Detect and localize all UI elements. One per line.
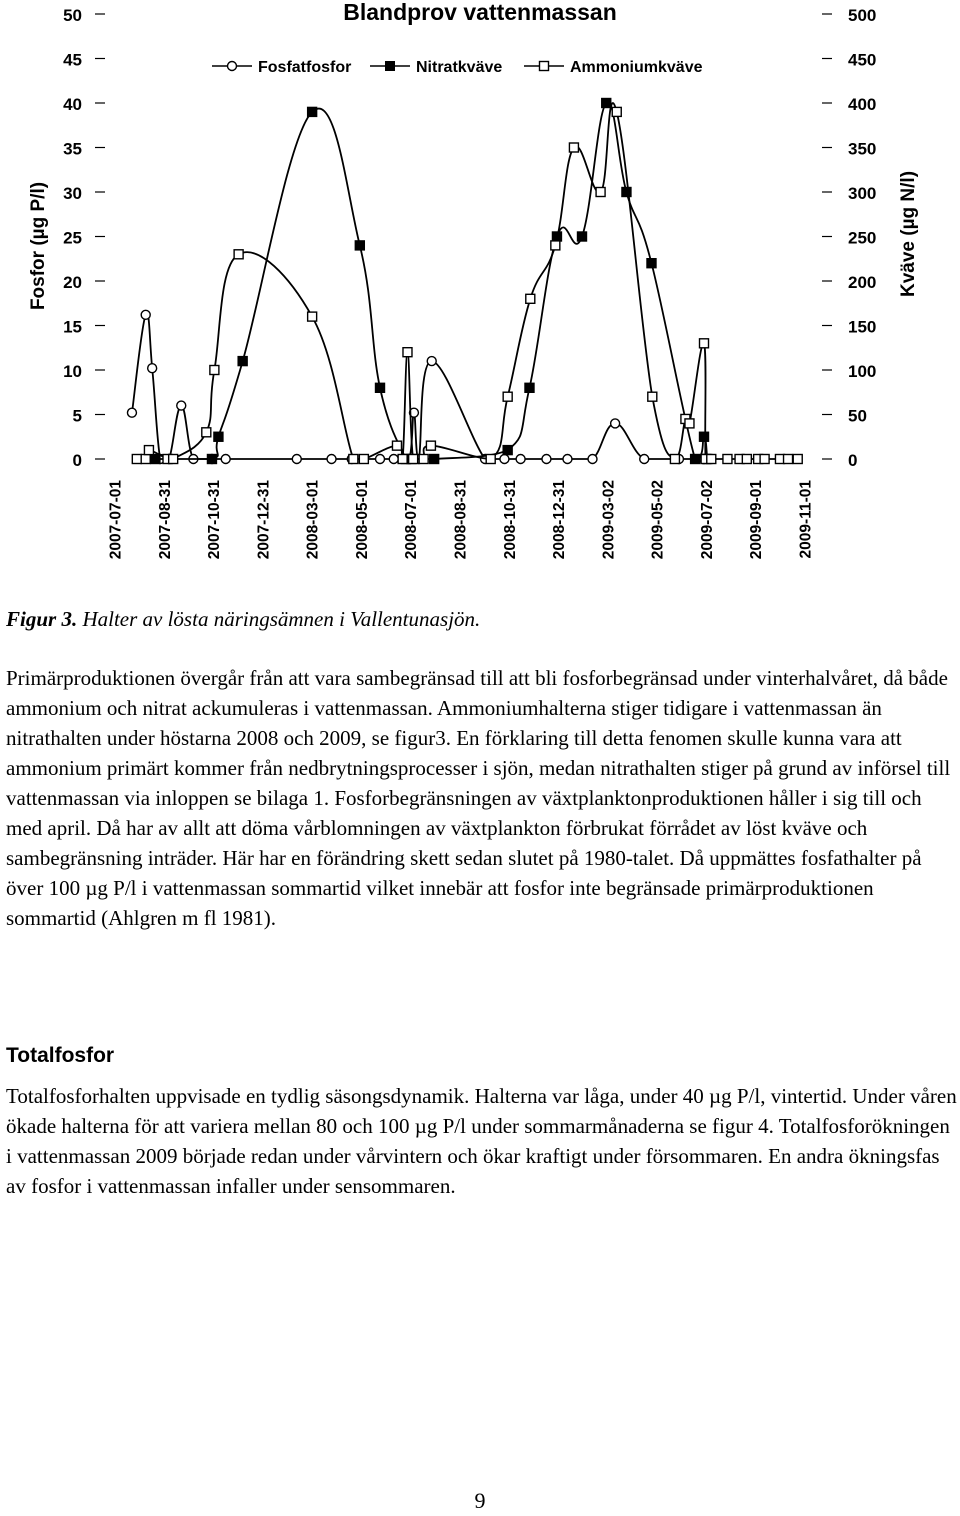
- data-point-ammoniumkvave: [723, 455, 732, 464]
- x-tick-label: 2009-07-02: [698, 480, 716, 560]
- y-tick-label-left: 45: [63, 50, 82, 70]
- y-tick-label-left: 5: [72, 406, 82, 426]
- data-point-ammoniumkvave: [349, 455, 358, 464]
- x-tick-label: 2007-08-31: [156, 480, 174, 560]
- y-tick-label-right: 100: [848, 362, 877, 381]
- y-tick-label-left: 25: [63, 228, 82, 248]
- paragraph-totalfosfor: Totalfosforhalten uppvisade en tydlig säsongsdynamik. Halterna var låga, under 40 µg P/l, vintertid. Under våren ökade halterna för att variera mellan 80 och 100 µg P/l under sommarmånaderna se figur 4. Totalfosforökningen i vattenmassan 2009 började redan under vårvintern och ökar kraftigt under försommaren. En andra ökningsfas av fosfor i vattenmassan infaller under sensommaren.: [6, 1084, 957, 1198]
- x-tick-label: 2009-09-01: [748, 480, 766, 560]
- data-point-ammoniumkvave: [551, 241, 560, 250]
- x-tick-label: 2008-08-31: [452, 480, 470, 560]
- plot-area: [127, 99, 802, 464]
- y-tick-label-left: 0: [72, 451, 82, 470]
- data-point-fosfatfosfor: [148, 364, 157, 373]
- y-tick-label-right: 500: [848, 6, 877, 25]
- x-tick-label: 2008-03-01: [304, 480, 322, 560]
- x-tick-label: 2007-12-31: [255, 480, 273, 560]
- y-tick-label-right: 50: [848, 406, 867, 426]
- x-tick-label: 2008-07-01: [403, 480, 421, 560]
- data-point-ammoniumkvave: [793, 455, 802, 464]
- legend: [212, 59, 703, 76]
- figure-caption-label: Figur 3.: [6, 607, 78, 631]
- legend-marker-ammoniumkvave: [540, 62, 549, 71]
- data-point-ammoniumkvave: [569, 143, 578, 152]
- left-axis: [63, 6, 105, 470]
- data-point-fosfatfosfor: [127, 408, 136, 417]
- legend-label-ammoniumkvave: Ammoniumkväve: [570, 59, 703, 76]
- y-tick-label-right: 200: [848, 273, 877, 292]
- y-tick-label-right: 300: [848, 184, 877, 203]
- y-tick-label-left: 35: [63, 139, 82, 159]
- data-point-ammoniumkvave: [144, 446, 153, 455]
- data-point-fosfatfosfor: [611, 419, 620, 428]
- data-point-fosfatfosfor: [221, 455, 230, 464]
- data-point-nitratkvave: [214, 432, 223, 441]
- x-tick-label: 2008-10-31: [501, 480, 519, 560]
- series-line-ammoniumkvave: [137, 103, 798, 459]
- y-tick-label-right: 250: [848, 228, 877, 248]
- data-point-nitratkvave: [430, 455, 439, 464]
- data-point-fosfatfosfor: [542, 455, 551, 464]
- data-point-nitratkvave: [700, 432, 709, 441]
- data-point-fosfatfosfor: [327, 455, 336, 464]
- y-tick-label-left: 10: [63, 362, 82, 381]
- data-point-nitratkvave: [525, 383, 534, 392]
- data-point-fosfatfosfor: [427, 357, 436, 366]
- data-point-nitratkvave: [238, 357, 247, 366]
- x-tick-label: 2008-12-31: [551, 480, 569, 560]
- data-point-nitratkvave: [207, 455, 216, 464]
- y-tick-label-left: 50: [63, 6, 82, 25]
- data-point-ammoniumkvave: [426, 441, 435, 450]
- data-point-fosfatfosfor: [141, 310, 150, 319]
- data-point-ammoniumkvave: [210, 366, 219, 375]
- figure-caption-text: Halter av lösta näringsämnen i Vallentunasjön.: [77, 607, 481, 631]
- data-point-fosfatfosfor: [640, 455, 649, 464]
- data-point-fosfatfosfor: [563, 455, 572, 464]
- legend-marker-fosfatfosfor: [228, 62, 237, 71]
- data-point-nitratkvave: [602, 99, 611, 108]
- data-point-nitratkvave: [503, 446, 512, 455]
- data-point-ammoniumkvave: [707, 455, 716, 464]
- section-heading-totalfosfor: Totalfosfor: [6, 1044, 115, 1067]
- legend-label-fosfatfosfor: Fosfatfosfor: [258, 59, 352, 76]
- legend-label-nitratkvave: Nitratkväve: [416, 59, 503, 76]
- y-tick-label-right: 450: [848, 50, 877, 70]
- y-axis-label-left: Fosfor (µg P/l): [28, 181, 49, 311]
- data-point-nitratkvave: [622, 188, 631, 197]
- data-point-ammoniumkvave: [648, 392, 657, 401]
- x-tick-label: 2007-07-01: [107, 480, 125, 560]
- data-point-ammoniumkvave: [132, 455, 141, 464]
- data-point-nitratkvave: [308, 107, 317, 116]
- x-tick-label: 2009-05-02: [649, 480, 667, 560]
- x-tick-label: 2009-03-02: [600, 480, 618, 560]
- chart: [0, 0, 960, 590]
- data-point-ammoniumkvave: [685, 419, 694, 428]
- data-point-ammoniumkvave: [392, 441, 401, 450]
- y-tick-label-left: 30: [63, 184, 82, 203]
- data-point-ammoniumkvave: [503, 392, 512, 401]
- data-point-ammoniumkvave: [141, 455, 150, 464]
- data-point-ammoniumkvave: [486, 455, 495, 464]
- data-point-ammoniumkvave: [760, 455, 769, 464]
- y-tick-label-left: 20: [63, 273, 82, 292]
- data-point-nitratkvave: [151, 455, 160, 464]
- paragraph-primarproduktion: Primärproduktionen övergår från att vara sambegränsad till att bli fosforbegränsad under vinterhalvåret, då både ammonium och nitrat ackumuleras i vattenmassan. Ammoniumhalterna stiger tidigare i vattenmassan än nitrathalten under höstarna 2008 och 2009, se figur3. En förklaring till detta fenomen skulle kunna vara att ammonium primärt kommer från nedbrytningsprocesser i sjön, medan nitrathalten stiger på grund av införsel till vattenmassan via inloppen se bilaga 1. Fosforbegränsningen av växtplanktonproduktionen håller i sig till och med april. Då har av allt att döma vårblomningen av växtplankton förbrukat förrådet av löst kväve och sambegränsning inträder. Här har en förändring skett sedan slutet på 1980-talet. Då uppmättes fosfathalter på över 100 µg P/l i vattenmassan sommartid vilket innebär att fosfor inte begränsade primärproduktionen sommartid (Ahlgren m fl 1981).: [6, 666, 951, 930]
- data-point-ammoniumkvave: [308, 312, 317, 321]
- y-tick-label-right: 0: [848, 451, 858, 470]
- data-point-fosfatfosfor: [588, 455, 597, 464]
- x-tick-label: 2009-11-01: [797, 480, 815, 559]
- data-point-fosfatfosfor: [500, 455, 509, 464]
- data-point-ammoniumkvave: [612, 107, 621, 116]
- data-point-ammoniumkvave: [169, 455, 178, 464]
- chart-title: Blandprov vattenmassan: [343, 0, 617, 25]
- data-point-ammoniumkvave: [419, 455, 428, 464]
- data-point-ammoniumkvave: [398, 455, 407, 464]
- data-point-fosfatfosfor: [389, 455, 398, 464]
- data-point-ammoniumkvave: [700, 339, 709, 348]
- data-point-fosfatfosfor: [516, 455, 525, 464]
- data-point-ammoniumkvave: [202, 428, 211, 437]
- data-point-ammoniumkvave: [742, 455, 751, 464]
- legend-marker-nitratkvave: [386, 62, 395, 71]
- data-point-ammoniumkvave: [784, 455, 793, 464]
- y-axis-label-right: Kväve (µg N/l): [898, 170, 919, 298]
- data-point-fosfatfosfor: [376, 455, 385, 464]
- data-point-fosfatfosfor: [292, 455, 301, 464]
- y-tick-label-right: 350: [848, 139, 877, 159]
- data-point-nitratkvave: [376, 383, 385, 392]
- data-point-ammoniumkvave: [359, 455, 368, 464]
- y-tick-label-right: 400: [848, 95, 877, 114]
- data-point-ammoniumkvave: [403, 348, 412, 357]
- data-point-ammoniumkvave: [409, 455, 418, 464]
- data-point-ammoniumkvave: [234, 250, 243, 259]
- y-tick-label-left: 15: [63, 317, 82, 337]
- data-point-fosfatfosfor: [177, 401, 186, 410]
- y-tick-label-right: 150: [848, 317, 877, 337]
- data-point-nitratkvave: [355, 241, 364, 250]
- data-point-nitratkvave: [647, 259, 656, 268]
- figure-caption: [6, 604, 956, 634]
- x-tick-label: 2008-05-01: [353, 480, 371, 560]
- x-tick-label: 2007-10-31: [206, 480, 224, 560]
- data-point-ammoniumkvave: [670, 455, 679, 464]
- data-point-nitratkvave: [691, 455, 700, 464]
- page-number: 9: [474, 1488, 486, 1513]
- data-point-ammoniumkvave: [526, 294, 535, 303]
- y-tick-label-left: 40: [63, 95, 82, 114]
- right-axis: [822, 6, 876, 470]
- data-point-nitratkvave: [578, 232, 587, 241]
- x-axis: [108, 480, 815, 560]
- data-point-ammoniumkvave: [596, 188, 605, 197]
